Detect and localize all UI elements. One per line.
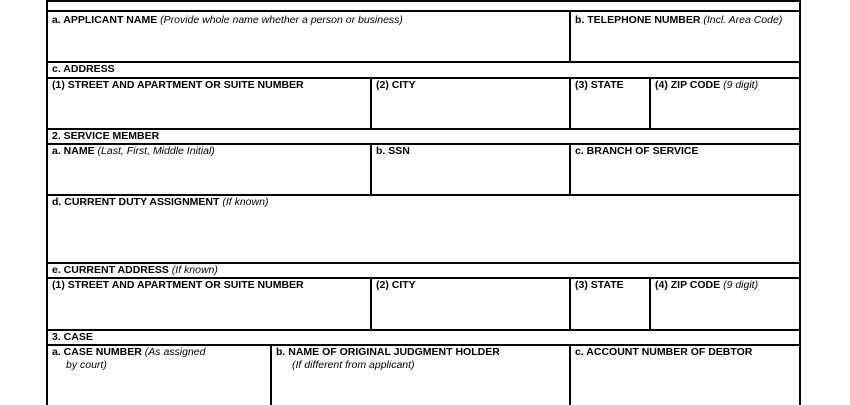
member-name-field[interactable] <box>48 145 369 193</box>
rule-address-top <box>46 61 801 63</box>
member-name-label: a. NAME (Last, First, Middle Initial) <box>52 145 215 157</box>
applicant-state-label: (3) STATE <box>575 79 624 91</box>
duty-assignment-hint: (If known) <box>222 196 269 208</box>
member-branch-label: c. BRANCH OF SERVICE <box>575 145 699 157</box>
member-branch-field[interactable] <box>571 145 799 193</box>
member-city-field[interactable] <box>372 279 568 328</box>
member-street-field[interactable] <box>48 279 369 328</box>
member-ssn-field[interactable] <box>372 145 568 193</box>
rule-service-member-top <box>46 128 801 130</box>
member-zip-field[interactable] <box>651 279 799 328</box>
judgment-holder-hint: (If different from applicant) <box>292 359 415 371</box>
member-state-label: (3) STATE <box>575 279 624 291</box>
duty-assignment-field[interactable] <box>48 196 799 261</box>
applicant-name-hint: (Provide whole name whether a person or business) <box>160 14 403 26</box>
service-member-section-label: 2. SERVICE MEMBER <box>52 130 160 142</box>
rule-case-top <box>46 329 801 331</box>
telephone-number-field[interactable] <box>571 12 799 60</box>
debtor-account-field[interactable] <box>571 346 799 405</box>
member-ssn-label: b. SSN <box>376 145 410 157</box>
applicant-name-field[interactable] <box>48 12 568 60</box>
case-number-hint-line2: by court) <box>66 359 107 371</box>
judgment-holder-label: b. NAME OF ORIGINAL JUDGMENT HOLDER <box>276 346 500 358</box>
applicant-zip-hint: (9 digit) <box>723 79 759 91</box>
case-number-hint: (As assigned <box>144 346 206 358</box>
telephone-number-hint: (Incl. Area Code) <box>703 14 783 26</box>
telephone-number-label: b. TELEPHONE NUMBER (Incl. Area Code) <box>575 14 783 26</box>
judgment-holder-field[interactable] <box>272 346 568 405</box>
current-address-label: e. CURRENT ADDRESS (If known) <box>52 264 218 276</box>
case-section-label: 3. CASE <box>52 331 93 343</box>
applicant-street-label: (1) STREET AND APARTMENT OR SUITE NUMBER <box>52 79 304 91</box>
applicant-zip-field[interactable] <box>651 79 799 127</box>
applicant-state-field[interactable] <box>571 79 648 127</box>
applicant-street-field[interactable] <box>48 79 369 127</box>
member-city-label: (2) CITY <box>376 279 416 291</box>
current-address-hint: (If known) <box>171 264 218 276</box>
applicant-name-label: a. APPLICANT NAME (Provide whole name whether a person or business) <box>52 14 403 26</box>
applicant-city-label: (2) CITY <box>376 79 416 91</box>
applicant-zip-label: (4) ZIP CODE (9 digit) <box>655 79 759 91</box>
member-name-hint: (Last, First, Middle Initial) <box>97 145 215 157</box>
duty-assignment-label: d. CURRENT DUTY ASSIGNMENT (If known) <box>52 196 269 208</box>
case-number-field[interactable] <box>48 346 269 405</box>
member-zip-hint: (9 digit) <box>723 279 759 291</box>
member-zip-label: (4) ZIP CODE (9 digit) <box>655 279 759 291</box>
top-border <box>46 0 801 2</box>
case-number-label: a. CASE NUMBER (As assigned <box>52 346 206 358</box>
garnishment-application-form <box>46 0 801 405</box>
member-state-field[interactable] <box>571 279 648 328</box>
debtor-account-label: c. ACCOUNT NUMBER OF DEBTOR <box>575 346 753 358</box>
applicant-address-label: c. ADDRESS <box>52 63 115 75</box>
member-street-label: (1) STREET AND APARTMENT OR SUITE NUMBER <box>52 279 304 291</box>
applicant-city-field[interactable] <box>372 79 568 127</box>
